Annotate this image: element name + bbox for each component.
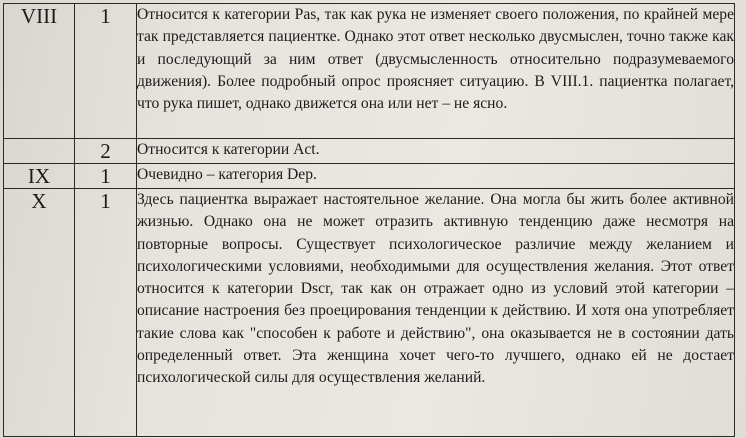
item-number: 1	[75, 189, 137, 437]
item-number: 1	[75, 4, 137, 139]
section-number: VIII	[4, 4, 75, 139]
row-text	[137, 139, 735, 164]
section-number	[4, 139, 75, 164]
row-text-paragraph: Здесь пациентка выражает настоятельное желание. Она могла бы жить более активной жизнью. Однако она не может отразить активную тенденцию даже несмотря на повторные вопросы. Существует психологическое различие между желанием и психологическими условиями, необходимыми для осуществления желания. Этот ответ относится к категории Dscr, так как он отражает одно из условий этой категории – описание настроения без проецирования тенденции к действию. И хотя она употребляет такие слова как "способен к работе и действию", она оказывается не в состоянии дать определенный ответ. Эта женщина хочет чего-то лучшего, однако ей не достает психологической силы для осуществления желаний.	[137, 191, 734, 387]
section-number: IX	[4, 164, 75, 189]
table-row	[4, 164, 735, 189]
row-text-paragraph: Очевидно – категория Dep.	[137, 166, 317, 183]
table-row	[4, 139, 735, 164]
section-number: X	[4, 189, 75, 437]
row-text	[137, 164, 735, 189]
row-text	[137, 189, 735, 437]
row-text-paragraph: Относится к категории Pas, так как рука не изменяет своего положения, по крайней мере так представляется пациентке. Однако этот ответ несколько двусмыслен, точно также как и последующий за ним ответ (двусмысленность относительно подразумеваемого движения). Более подробный опрос проясняет ситуацию. В VIII.1. пациентка полагает, что рука пишет, однако движется она или нет – не ясно.	[137, 6, 734, 113]
row-text	[137, 4, 735, 139]
item-number: 2	[75, 139, 137, 164]
table-row	[4, 189, 735, 437]
table-row	[4, 4, 735, 139]
row-text-paragraph: Относится к категории Act.	[137, 141, 320, 158]
item-number: 1	[75, 164, 137, 189]
analysis-table	[3, 3, 735, 437]
